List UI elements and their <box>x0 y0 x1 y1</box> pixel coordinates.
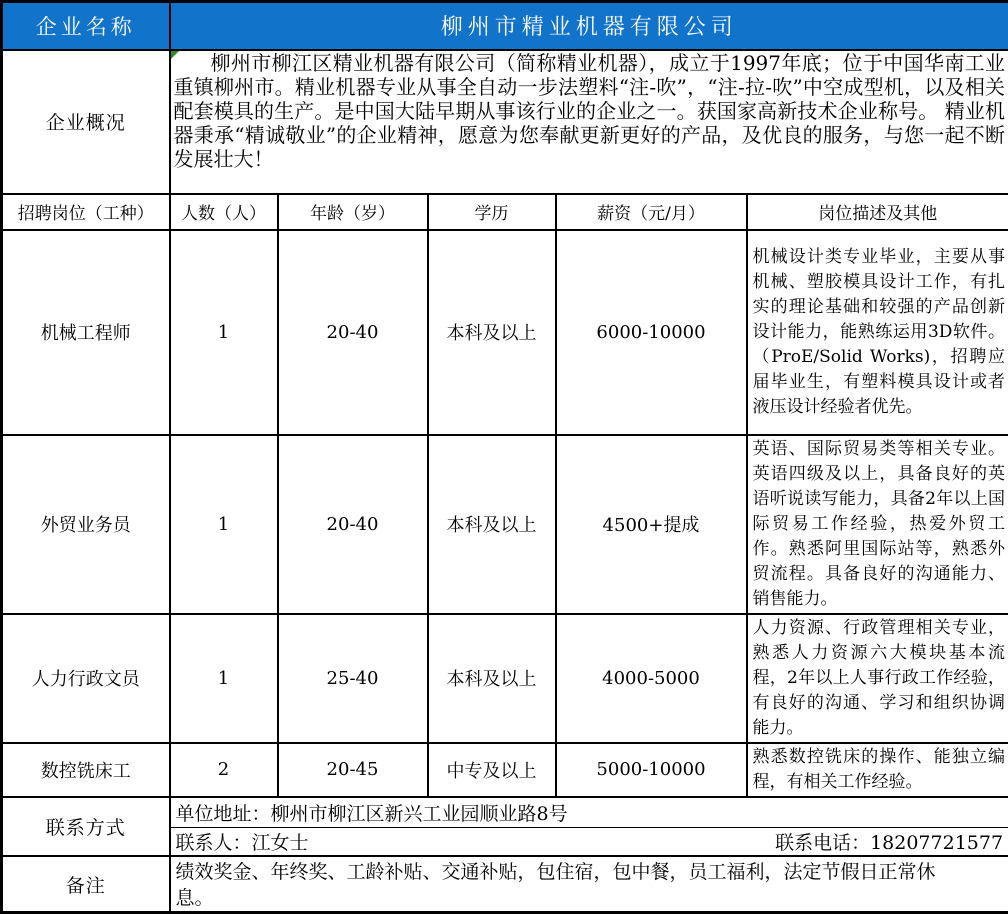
contact-phone: 联系电话：18207721577 <box>775 828 1003 855</box>
job-age: 20-45 <box>278 743 428 797</box>
job-salary: 4000-5000 <box>556 614 747 743</box>
job-header-position: 招聘岗位（工种） <box>2 194 170 230</box>
job-title: 机械工程师 <box>2 230 170 435</box>
job-title: 数控铣床工 <box>2 743 170 797</box>
contact-person: 联系人：江女士 <box>176 828 309 855</box>
contact-person-cell <box>170 828 1008 857</box>
remark-content: 绩效奖金、年终奖、工龄补贴、交通补贴，包住宿，包中餐，员工福利，法定节假日正常休息。 <box>170 856 1008 913</box>
job-salary: 6000-10000 <box>556 230 747 435</box>
job-age: 20-40 <box>278 435 428 614</box>
job-title: 外贸业务员 <box>2 435 170 614</box>
company-profile-text: 柳州市柳江区精业机器有限公司（简称精业机器），成立于1997年底；位于中国华南工业重镇柳州市。精业机器专业从事全自动一步法塑料“注-吹”，“注-拉-吹”中空成型机，以及相关配套模具的生产。是中国大陆早期从事该行业的企业之一。获国家高新技术企业称号。 精业机器秉承“精诚敬业”的企业精神，愿意为您奉献更新更好的产品，及优良的服务，与您一起不断发展壮大！ <box>171 51 1008 171</box>
job-header-count: 人数（人） <box>170 194 278 230</box>
contact-address-row <box>2 797 1008 828</box>
job-count: 1 <box>170 435 278 614</box>
comment-flag-icon <box>171 51 179 59</box>
job-age: 20-40 <box>278 230 428 435</box>
job-title: 人力行政文员 <box>2 614 170 743</box>
job-salary: 5000-10000 <box>556 743 747 797</box>
remark-label: 备注 <box>2 856 170 913</box>
job-count: 1 <box>170 230 278 435</box>
job-description: 机械设计类专业毕业，主要从事机械、塑胶模具设计工作，有扎实的理论基础和较强的产品创新设计能力，能熟练运用3D软件。（ProE/Solid Works)，招聘应届毕业生，有塑料模具设计或者液压设计经验者优先。 <box>747 230 1008 435</box>
company-profile-row <box>2 50 1008 194</box>
company-name-row <box>2 2 1008 50</box>
job-count: 1 <box>170 614 278 743</box>
job-row <box>2 743 1008 797</box>
job-header-education: 学历 <box>428 194 556 230</box>
company-name-label: 企业名称 <box>2 2 170 50</box>
company-profile-cell <box>170 50 1008 194</box>
contact-label: 联系方式 <box>2 797 170 857</box>
job-header-age: 年龄（岁） <box>278 194 428 230</box>
company-name-value: 柳州市精业机器有限公司 <box>170 2 1008 50</box>
job-count: 2 <box>170 743 278 797</box>
job-age: 25-40 <box>278 614 428 743</box>
job-description: 人力资源、行政管理相关专业，熟悉人力资源六大模块基本流程，2年以上人事行政工作经验，有良好的沟通、学习和组织协调能力。 <box>747 614 1008 743</box>
company-profile-label: 企业概况 <box>2 50 170 194</box>
job-education: 中专及以上 <box>428 743 556 797</box>
job-education: 本科及以上 <box>428 435 556 614</box>
job-salary: 4500+提成 <box>556 435 747 614</box>
contact-address: 单位地址：柳州市柳江区新兴工业园顺业路8号 <box>170 797 1008 828</box>
job-row <box>2 614 1008 743</box>
job-header-description: 岗位描述及其他 <box>747 194 1008 230</box>
job-header-salary: 薪资（元/月） <box>556 194 747 230</box>
job-header-row <box>2 194 1008 230</box>
job-description: 英语、国际贸易类等相关专业。英语四级及以上，具备良好的英语听说读写能力，具备2年以上国际贸易工作经验，热爱外贸工作。熟悉阿里国际站等，熟悉外贸流程。具备良好的沟通能力、销售能力。 <box>747 435 1008 614</box>
job-row <box>2 435 1008 614</box>
job-education: 本科及以上 <box>428 614 556 743</box>
job-description: 熟悉数控铣床的操作、能独立编程，有相关工作经验。 <box>747 743 1008 797</box>
job-education: 本科及以上 <box>428 230 556 435</box>
job-row <box>2 230 1008 435</box>
remark-row <box>2 856 1008 913</box>
